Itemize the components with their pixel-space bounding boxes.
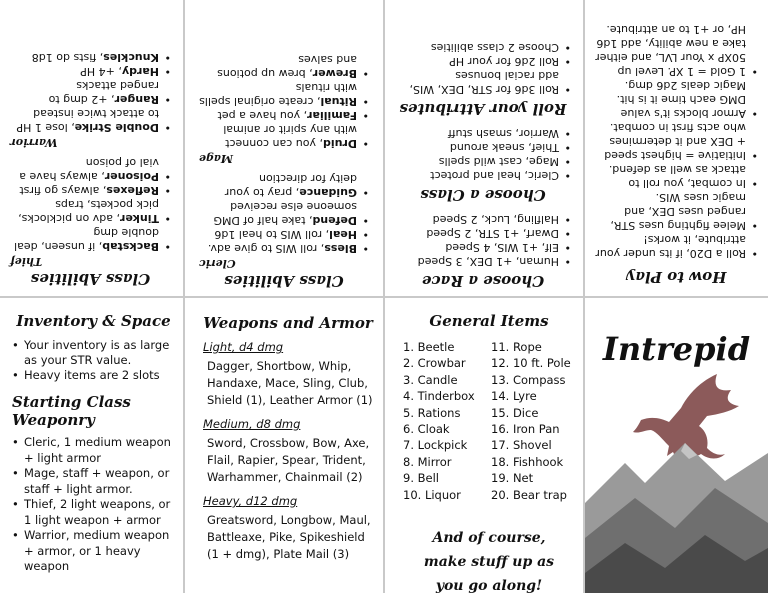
list-item	[199, 241, 369, 255]
ability-text: , pray to your deity for direction	[224, 172, 357, 199]
general-items-grid	[403, 340, 575, 502]
list-item: • Warrior, smash stuff	[395, 126, 571, 140]
list-item	[10, 197, 171, 225]
ability-text: , always have a vial of poison	[19, 156, 159, 183]
thief-list	[10, 155, 171, 253]
list-item	[10, 50, 171, 64]
mage-list	[199, 52, 369, 150]
ability-name: Ritual	[320, 95, 357, 108]
ability-name: Guidance	[299, 186, 357, 199]
list-item: 13. Compass	[491, 372, 566, 387]
ability-name: Familiar	[307, 109, 357, 122]
class-abilities-panel-1	[0, 0, 183, 296]
medium-weapons-text: Sword, Crossbow, Bow, Axe, Flail, Rapier, Spear, Trident, Warhammer, Chainmail (2)	[207, 436, 370, 484]
list-item: 2. Crowbar	[403, 356, 466, 371]
ability-text: , always go first	[19, 184, 107, 197]
list-item: 9. Bell	[403, 471, 439, 486]
list-item: • Roll 3d6 for STR, DEX, WIS, add racial bonuses	[395, 68, 571, 96]
list-item: 11. Rope	[491, 340, 542, 354]
how-to-play-title: How to Play	[626, 268, 727, 286]
list-item: 7. Lockpick	[403, 438, 468, 453]
list-item: • Initiative = highest speed + DEX and it determines who acts first in combat.	[595, 120, 758, 162]
cover-title: Intrepid	[602, 330, 751, 368]
light-weapons-text: Dagger, Shortbow, Whip, Handaxe, Mace, Sling, Club, Shield (1), Leather Armor (1)	[207, 359, 373, 407]
list-item	[10, 78, 171, 106]
ability-name: Hardy	[121, 65, 159, 78]
ability-text: , take half of DMG someone else received	[213, 200, 357, 227]
ability-name: Bless	[324, 242, 357, 255]
general-items-title: General Items	[429, 312, 549, 330]
list-item: • 1 Gold = 1 XP. Level up 50XP x Your LVL, and either take a new ability, add 1d6 HP, or +1 to an attribute.	[595, 22, 758, 78]
ability-name: Knuckles	[103, 51, 159, 64]
list-item: • Thief, sneak around	[395, 140, 571, 154]
general-items-panel	[385, 298, 583, 593]
heavy-weapons-text: Greatsword, Longbow, Maul, Battleaxe, Pike, Spikeshield (1 + dmg), Plate Mail (3)	[207, 513, 371, 561]
ability-text: , roll WIS to heal 1d6	[214, 228, 330, 241]
list-item	[199, 108, 369, 122]
race-class-panel	[385, 0, 583, 296]
list-item: • Halfling, Luck, 2 Speed	[395, 212, 571, 226]
cover-panel	[585, 298, 768, 593]
weaponry-title: Starting Class Weaponry	[12, 393, 131, 429]
list-item: 4. Tinderbox	[403, 389, 475, 404]
how-to-play-panel	[585, 0, 768, 296]
cleric-label: Cleric	[199, 257, 236, 270]
thief-label: Thief	[10, 255, 43, 268]
list-item: 6. Cloak	[403, 422, 450, 437]
list-item: • Mage, cast wild spells	[395, 154, 571, 168]
list-item: 10. Liquor	[403, 487, 461, 502]
inventory-list	[12, 338, 175, 383]
list-item: • Human, +1 DEX, 3 Speed	[395, 254, 571, 268]
class-abilities-title: Class Abilities	[224, 272, 344, 290]
list-item: • Roll a D20, if its under your attribute, it works!	[595, 232, 758, 260]
list-item: 14. Lyre	[491, 389, 537, 404]
list-item: 1. Beetle	[403, 340, 455, 354]
attributes-title: Roll your Attributes	[399, 100, 567, 118]
inventory-panel	[0, 298, 183, 593]
ability-name: Backstab	[102, 240, 159, 253]
list-item: 12. 10 ft. Pole	[491, 356, 571, 371]
list-item	[10, 225, 171, 253]
list-item: • Melee fighting uses STR, ranged uses DEX, and magic uses WIS.	[595, 190, 758, 232]
list-item	[199, 171, 369, 199]
ability-text: , if unseen, deal double dmg	[14, 226, 159, 253]
ability-name: Ranger	[114, 93, 159, 106]
list-item: 3. Candle	[403, 372, 458, 387]
ability-text: , fists do 1d8	[31, 51, 104, 64]
list-item	[10, 64, 171, 78]
class-abilities-title: Class Abilities	[30, 270, 151, 288]
warrior-label: Warrior	[10, 136, 58, 149]
class-list	[395, 126, 571, 182]
ability-text: , you can connect with any spirit or animal	[223, 123, 357, 150]
list-item: 18. Fishhook	[491, 454, 564, 469]
list-item: 19. Net	[491, 471, 534, 486]
list-item: • Choose 2 class abilities	[395, 40, 571, 54]
list-item: • Your inventory is as large as your STR value.	[12, 338, 175, 368]
weaponry-list	[12, 435, 175, 575]
ability-name: Brewer	[312, 67, 357, 80]
weapons-panel	[185, 298, 383, 593]
list-item: • Mage, staff + weapon, or staff + light armor.	[12, 466, 175, 497]
race-list	[395, 212, 571, 268]
list-item: 5. Rations	[403, 405, 461, 420]
ability-text: , +4 HP	[80, 65, 122, 78]
inventory-title: Inventory & Space	[16, 312, 171, 330]
list-item: • Warrior, medium weapon + armor, or 1 heavy weapon	[12, 528, 175, 575]
ability-name: Druid	[322, 137, 357, 150]
footer-note: And of course, make stuff up as you go along!	[423, 530, 555, 593]
weapons-title: Weapons and Armor	[203, 314, 373, 332]
list-item: • Cleric, 1 medium weapon + light armor	[12, 435, 175, 466]
list-item	[199, 122, 369, 150]
ability-text: , create original spells with rituals	[199, 81, 357, 108]
ability-name: Reflexes	[106, 184, 159, 197]
race-title: Choose a Race	[421, 272, 545, 290]
list-item: • Armor blocks it's value DMG each time it is hit. Magic deals 2d6 dmg.	[595, 78, 758, 120]
how-to-play-list	[595, 22, 758, 260]
list-item	[199, 199, 369, 227]
list-item	[199, 52, 369, 80]
medium-weapons-label: Medium, d8 dmg	[203, 417, 301, 431]
light-weapons-label: Light, d4 dmg	[203, 340, 284, 354]
list-item: • Thief, 2 light weapons, or 1 light weapon + armor	[12, 497, 175, 528]
ability-name: Poisoner	[104, 170, 159, 183]
cleric-list	[199, 171, 369, 255]
list-item: 15. Dice	[491, 405, 539, 420]
list-item: • In combat, you roll to attack as well as defend.	[595, 162, 758, 190]
ability-text: , adv on picklocks, pick pockets, traps	[18, 198, 159, 225]
list-item: • Roll 2d6 for your HP	[395, 54, 571, 68]
list-item: 20. Bear trap	[491, 487, 567, 502]
list-item: 17. Shovel	[491, 438, 552, 453]
ability-text: , lose 1 HP to attack twice instead	[16, 107, 159, 134]
list-item: 16. Iron Pan	[491, 422, 560, 437]
ability-name: Heal	[329, 228, 357, 241]
list-item: • Dwarf, +1 STR, 2 Speed	[395, 226, 571, 240]
ability-text: , roll WIS to give adv.	[207, 242, 325, 255]
list-item	[199, 227, 369, 241]
list-item	[10, 155, 171, 183]
ability-name: Defend	[312, 214, 357, 227]
mountains-icon	[585, 443, 768, 593]
class-abilities-panel-2	[185, 0, 383, 296]
class-title: Choose a Class	[420, 186, 546, 204]
list-item: • Cleric, heal and protect	[395, 168, 571, 182]
attributes-list	[395, 40, 571, 96]
list-item	[10, 183, 171, 197]
list-item: • Heavy items are 2 slots	[12, 368, 175, 383]
ability-text: , you have a pet	[217, 109, 308, 122]
warrior-list	[10, 50, 171, 134]
mage-label: Mage	[199, 152, 233, 165]
list-item: • Elf, +1 WIS, 4 Speed	[395, 240, 571, 254]
list-item	[199, 80, 369, 108]
ability-name: Tinker	[119, 212, 159, 225]
list-item	[10, 106, 171, 134]
ability-text: , brew up potions and salves	[217, 53, 357, 80]
list-item: 8. Mirror	[403, 454, 452, 469]
heavy-weapons-label: Heavy, d12 dmg	[203, 494, 298, 508]
ability-text: , +2 dmg to ranged attacks	[48, 79, 159, 106]
ability-name: Double Strike	[74, 121, 159, 134]
